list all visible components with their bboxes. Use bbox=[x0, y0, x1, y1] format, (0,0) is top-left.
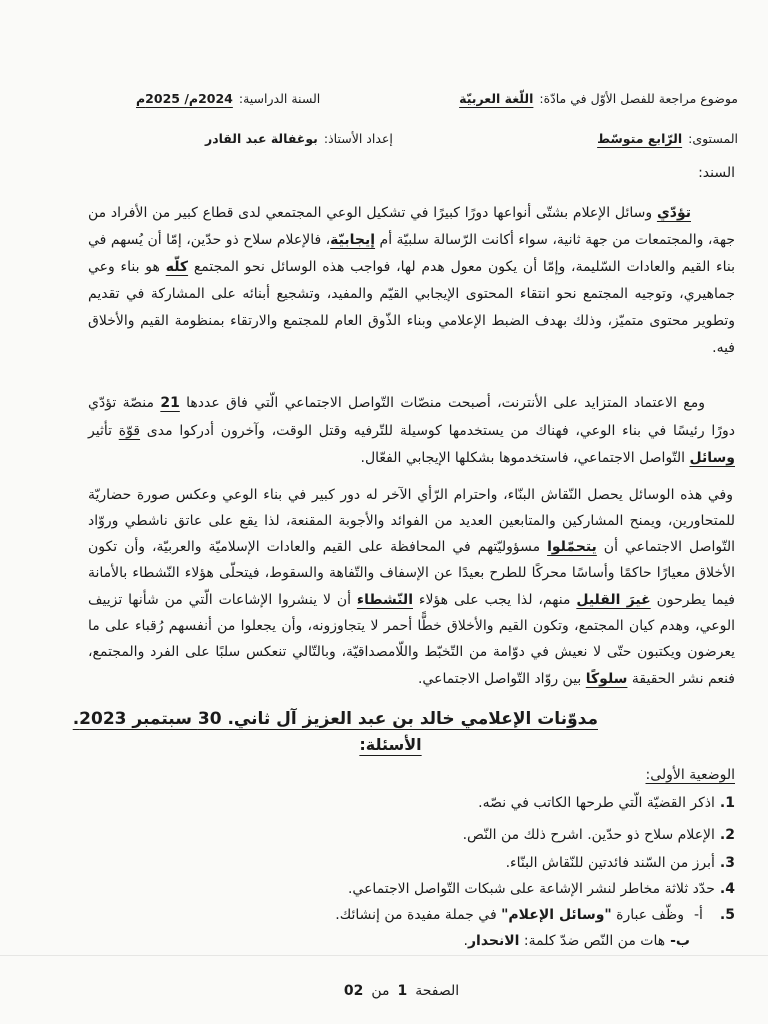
passage-paragraph-3 bbox=[88, 482, 735, 692]
question-item bbox=[88, 790, 735, 816]
passage-source: مدوّنات الإعلامي خالد بن عبد العزيز آل ثاني. 30 سبتمبر 2023. bbox=[72, 708, 598, 729]
teacher-block bbox=[205, 128, 393, 150]
section-title bbox=[88, 763, 735, 787]
teacher-label: إعداد الأستاذ: bbox=[323, 131, 393, 146]
teacher-name: بوغفالة عبد القادر bbox=[205, 131, 318, 146]
questions-heading bbox=[88, 733, 735, 757]
level-label: المستوى: bbox=[688, 131, 738, 146]
emphasized-word: كلّه bbox=[165, 259, 189, 275]
emphasized-word: وسائل bbox=[689, 450, 735, 466]
paragraph-text: منهم، لذا يجب على هؤلاء bbox=[413, 591, 577, 608]
level-block bbox=[597, 128, 738, 150]
question-item bbox=[88, 850, 735, 876]
paragraph-text: منصّة تؤدّي دورًا رئيسًا في بناء الوعي، فهناك من يستخدمها كوسيلة للتّرفيه وقتل الوقت، وآخرون أدركوا مدى bbox=[88, 395, 735, 439]
page-total: 02 bbox=[343, 982, 364, 999]
emphasized-word: يتحمّلوا bbox=[547, 539, 597, 556]
level-value: الرّابع متوسّط bbox=[597, 131, 683, 146]
subject-value: اللّغة العربيّة bbox=[459, 91, 534, 106]
question-item bbox=[88, 902, 735, 928]
question-number: 2. bbox=[719, 826, 735, 843]
question-text: الإعلام سلاح ذو حدّين. اشرح ذلك من النّص. bbox=[462, 826, 715, 843]
emphasized-word: سلوكًا bbox=[585, 670, 628, 687]
question-text: حدّد ثلاثة مخاطر لنشر الإشاعة على شبكات التّواصل الاجتماعي. bbox=[347, 880, 715, 897]
page-current: 1 bbox=[397, 982, 408, 999]
question-text-tail: في جملة مفيدة من إنشائك. bbox=[335, 906, 502, 923]
emphasized-word: النّشطاء bbox=[356, 591, 413, 608]
question-item bbox=[88, 928, 735, 954]
header-row-subject bbox=[136, 88, 738, 110]
subject-block bbox=[459, 88, 738, 110]
question-number: 3. bbox=[719, 854, 735, 871]
question-sub-letter: أ- bbox=[693, 906, 703, 923]
emphasized-number: 21 bbox=[160, 395, 180, 411]
page-label: الصفحة bbox=[415, 982, 460, 999]
emphasized-word: تؤدّي bbox=[656, 205, 691, 221]
year-label: السنة الدراسية: bbox=[238, 91, 321, 106]
question-text: وظّف عبارة bbox=[611, 906, 684, 923]
question-number: 5. bbox=[719, 906, 735, 923]
question-item bbox=[88, 822, 735, 848]
questions-heading-text: الأسئلة: bbox=[359, 734, 422, 754]
passage-paragraph-2 bbox=[88, 390, 735, 473]
question-sub-letter: ب- bbox=[670, 932, 690, 949]
paragraph-text: أن لا ينشروا الإشاعات الّتي من شأنها تزييف الوعي، وهدم كيان المجتمع، وتكون القيم والأخلاق خطًّا أحمر لا يتجاوزونه، وأن يجعلوا من أنفسهم رُقباء على ما يعرضون ويكتبون حتّى لا نعيش في دوّامة من التّخبّط واللّامصداقيّة، وبالتّالي تنعكس سلبًا على الفرد والمجتمع، فنعم نشر الحقيقة bbox=[88, 591, 735, 687]
question-text: اذكر القضيّة الّتي طرحها الكاتب في نصّه. bbox=[478, 794, 715, 811]
paragraph-text: هو بناء وعي جماهيري، وتوجيه المجتمع نحو انتقاء المحتوى الإيجابي القيّم والمفيد، وتشجيع أبنائه على المشاركة في تقديم وتطوير محتوى متميّز، وذلك بهدف الضبط الإعلامي وبناء الذّوق العام للمجتمع والارتقاء بمنظومة القيم والأخلاق فيه. bbox=[88, 259, 735, 356]
page-of: من bbox=[371, 982, 390, 999]
scan-edge-line bbox=[0, 955, 768, 956]
paragraph-text: وسائل الإعلام بشتّى أنواعها دورًا كبيرًا في تشكيل الوعي المجتمعي لدى قطاع كبير من الأفراد من جهة، والمجتمعات من جهة ثانية، سواء أكانت الرّسالة سلبيّة أم bbox=[88, 205, 735, 248]
paragraph-text: ، فالإعلام سلاح ذو حدّين، إمّا أن يُسهم في بناء القيم والعادات السّليمة، وإمّا أن يكون معول هدم لها، فواجب هذه الوسائل نحو المجتمع bbox=[88, 232, 735, 275]
paragraph-text: بين روّاد التّواصل الاجتماعي. bbox=[417, 670, 586, 687]
question-emphasis: "وسائل الإعلام" bbox=[501, 906, 612, 923]
question-number: 4. bbox=[719, 880, 735, 897]
passage-heading: السند: bbox=[698, 165, 735, 181]
subject-label: موضوع مراجعة للفصل الأوّل في مادّة: bbox=[539, 91, 738, 106]
year-block bbox=[136, 88, 320, 110]
header-row-level bbox=[205, 128, 738, 150]
section-title-text: الوضعية الأولى: bbox=[645, 766, 735, 783]
paragraph-text: مسؤوليّتهم في المحافظة على القيم والعادات الإسلاميّة والعربيّة، وأن تكون الأخلاق معيارًا حاكمًا وأساسًا محركًا للطرح بعيدًا عن الإسفاف والتّفاهة والسقوط، فيتحلّى هؤلاء النّشطاء بالأمانة فيما يطرحون bbox=[88, 539, 735, 608]
emphasized-word: غيرَ القليل bbox=[576, 591, 651, 608]
passage-paragraph-1 bbox=[88, 200, 735, 362]
paragraph-text: تأثير bbox=[88, 422, 119, 439]
page-footer bbox=[88, 979, 735, 1003]
question-text: هات من النّص ضدّ كلمة: bbox=[519, 932, 666, 949]
exam-body bbox=[72, 160, 735, 1003]
emphasized-word: إيجابيّة bbox=[330, 232, 376, 248]
year-value: 2024م/ 2025م bbox=[136, 91, 233, 106]
paragraph-text: ومع الاعتماد المتزايد على الأنترنت، أصبحت منصّات التّواصل الاجتماعي الّتي فاق عددها bbox=[179, 395, 705, 411]
question-text-tail: . bbox=[463, 932, 468, 949]
underlined-word: قوّة bbox=[118, 422, 141, 439]
question-item bbox=[88, 876, 735, 902]
question-number: 1. bbox=[719, 794, 735, 811]
paragraph-text: وفي هذه الوسائل يحصل النّقاش البنّاء، واحترام الرّأي الآخر له دور كبير في بناء الوعي وعكس صورة حضاريّة للمتحاورين، ويمنح المشاركين والمتابعين العديد من الفوائد والأجوبة المقنعة، لذا يقع على عاتق ناشطي وروّاد التّواصل الاجتماعي أن bbox=[88, 486, 735, 556]
question-emphasis: الانحدار bbox=[467, 932, 520, 949]
paragraph-text: التّواصل الاجتماعي، فاستخدموها بشكلها الإيجابي الفعّال. bbox=[360, 450, 690, 466]
question-text: أبرز من السّند فائدتين للنّقاش البنّاء. bbox=[505, 854, 715, 871]
